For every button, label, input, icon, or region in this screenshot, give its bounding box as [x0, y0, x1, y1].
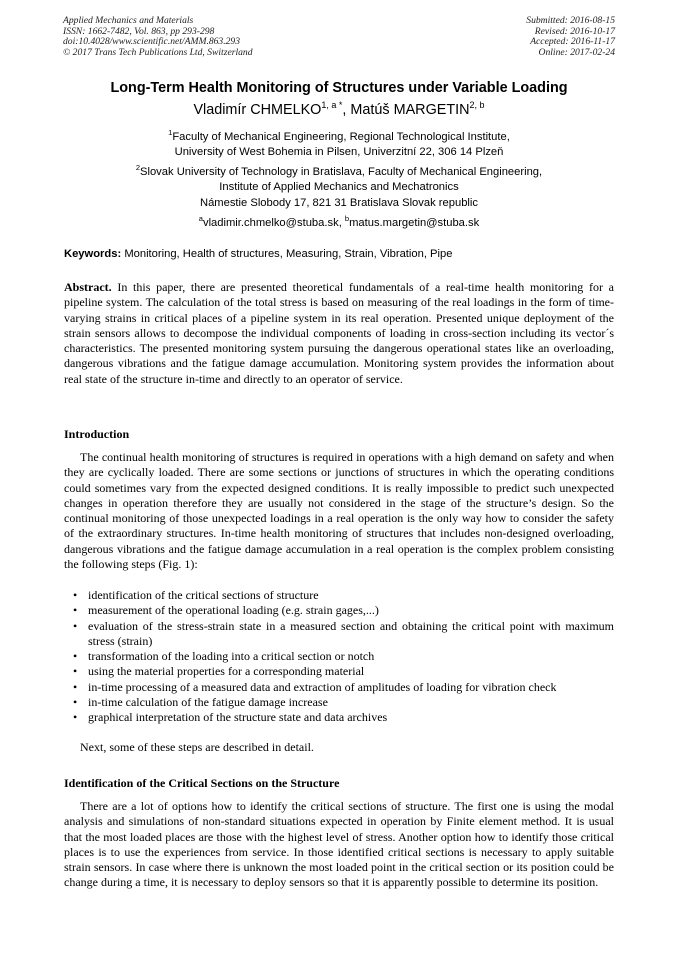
author-list [0, 102, 678, 118]
doi-line[interactable]: doi:10.4028/www.scientific.net/AMM.863.293 [63, 36, 241, 48]
abstract-label: Abstract. [64, 280, 112, 294]
affiliation-line: Faculty of Mechanical Engineering, Regional Technological Institute, [172, 131, 510, 143]
journal-header-right [526, 16, 615, 58]
affiliation-line: Námestie Slobody 17, 821 31 Bratislava Slovak republic [200, 196, 478, 209]
list-item: • evaluation of the stress-strain state in a measured section and obtaining the critical point with maximum stress (strain) [73, 618, 614, 648]
affiliation-marker: 2 [135, 163, 141, 172]
revised-date: Revised: 2016-10-17 [534, 25, 615, 37]
email-separator: , [338, 217, 345, 229]
affiliation-line: University of West Bohemia in Pilsen, Univerzitní 22, 306 14 Plzeň [174, 146, 504, 159]
affiliation-line: Slovak University of Technology in Bratislava, Faculty of Mechanical Engineering, [140, 166, 543, 178]
accepted-date: Accepted: 2016-11-17 [530, 36, 615, 48]
steps-list [64, 588, 614, 726]
keywords-label: Keywords: [64, 248, 122, 260]
author-name: Matúš MARGETIN [350, 102, 470, 118]
journal-name: Applied Mechanics and Materials [63, 15, 194, 26]
copyright-line: © 2017 Trans Tech Publications Ltd, Switzerland [63, 46, 253, 58]
bullet-icon: • [73, 603, 78, 618]
author-name: Vladimír CHMELKO [193, 102, 322, 118]
issn-line: ISSN: 1662-7482, Vol. 863, pp 293-298 [63, 25, 215, 37]
online-date: Online: 2017-02-24 [538, 46, 615, 58]
critical-sections-body [64, 799, 614, 891]
email-link-a[interactable]: vladimir.chmelko@stuba.sk [202, 217, 339, 229]
paper-title: Long-Term Health Monitoring of Structures under Variable Loading [110, 80, 568, 96]
affiliation-marker: 1 [168, 128, 173, 137]
affiliation-1 [0, 130, 678, 161]
introduction-body [64, 450, 614, 572]
author-separator: , [342, 102, 351, 118]
journal-header-left [63, 16, 253, 58]
affiliation-line: Institute of Applied Mechanics and Mechatronics [219, 181, 459, 194]
paragraph: The continual health monitoring of structures is required in operations with a high demand on safety and when they are cyclically loaded. There are some sections or junctions of structures in which the operating conditions could sometimes vary from the expected designed conditions. It is really impossible to predict such unexpected changes in operation therefore they are usually not considered in the stage of the structure’s design. So the continual monitoring of those unexpected loadings in a real operation is the only way how to consider the safety of the extraordinary structures. In-time health monitoring of structures that includes non-designed overloading, dangerous vibrations and the fatigue damage accumulation in a real operation is the complex problem consisting the following steps (Fig. 1): [64, 450, 614, 572]
bullet-icon: • [73, 710, 78, 725]
submitted-date: Submitted: 2016-08-15 [526, 15, 615, 26]
list-item: • in-time calculation of the fatigue damage increase [73, 695, 328, 710]
bullet-icon: • [73, 649, 78, 664]
bullet-icon: • [73, 695, 78, 710]
list-item: • graphical interpretation of the structure state and data archives [73, 710, 388, 725]
author-emails [0, 216, 678, 231]
list-item: • identification of the critical sections of structure [73, 588, 319, 602]
paragraph: Next, some of these steps are described in detail. [80, 740, 314, 754]
abstract-text: In this paper, there are presented theoretical fundamentals of a real-time health monitoring for a pipeline system. The calculation of the total stress is based on measuring of the real loadings in the form of time-varying strains in critical places of a pipeline system in its real operation. Presented unique deployment of the strain sensors allows to decompose the individual components of loading in cross-section including its vector´s characteristics. The presented monitoring system pursuing the dangerous operational states like an overloading, dangerous vibrations and the fatigue damage accumulation. Monitoring system provides the information about real state of the structure in-time and directly to an operator of service. [64, 280, 615, 386]
keywords-text: Monitoring, Health of structures, Measuring, Strain, Vibration, Pipe [124, 248, 453, 260]
list-item: • transformation of the loading into a critical section or notch [73, 649, 375, 664]
list-item: • measurement of the operational loading (e.g. strain gages,...) [73, 603, 379, 618]
affiliation-2 [0, 165, 678, 211]
section-heading-introduction: Introduction [64, 427, 130, 441]
paragraph: There are a lot of options how to identify the critical sections of structure. The first one is using the modal analysis and simulations of non-standard situations expected in operation by Finite element method. It is usual that the most loaded places are those with the highest level of stress. Another option how to identify those critical places is to use the experiences from service. In those identified critical sections is necessary to apply suitable strain sensors. In case where there is unknown the most loaded point in the critical section or its position could be change during a time, it is necessary to deploy sensors so that it is apparently possible to determine its position. [64, 799, 614, 890]
author-affiliation-marker: 1, a * [321, 100, 343, 110]
bullet-icon: • [73, 664, 78, 679]
email-marker: a [198, 214, 203, 223]
list-item: • in-time processing of a measured data and extraction of amplitudes of loading for vibration check [73, 679, 557, 694]
list-item: • using the material properties for a corresponding material [73, 664, 365, 679]
abstract [64, 280, 614, 387]
bullet-icon: • [73, 618, 78, 633]
bullet-icon: • [73, 588, 78, 602]
email-marker: b [344, 214, 350, 223]
bullet-icon: • [73, 679, 78, 694]
author-affiliation-marker: 2, b [469, 100, 485, 110]
keywords [64, 248, 614, 260]
section-heading-critical-sections: Identification of the Critical Sections on the Structure [64, 776, 340, 790]
email-link-b[interactable]: matus.margetin@stuba.sk [349, 217, 480, 229]
